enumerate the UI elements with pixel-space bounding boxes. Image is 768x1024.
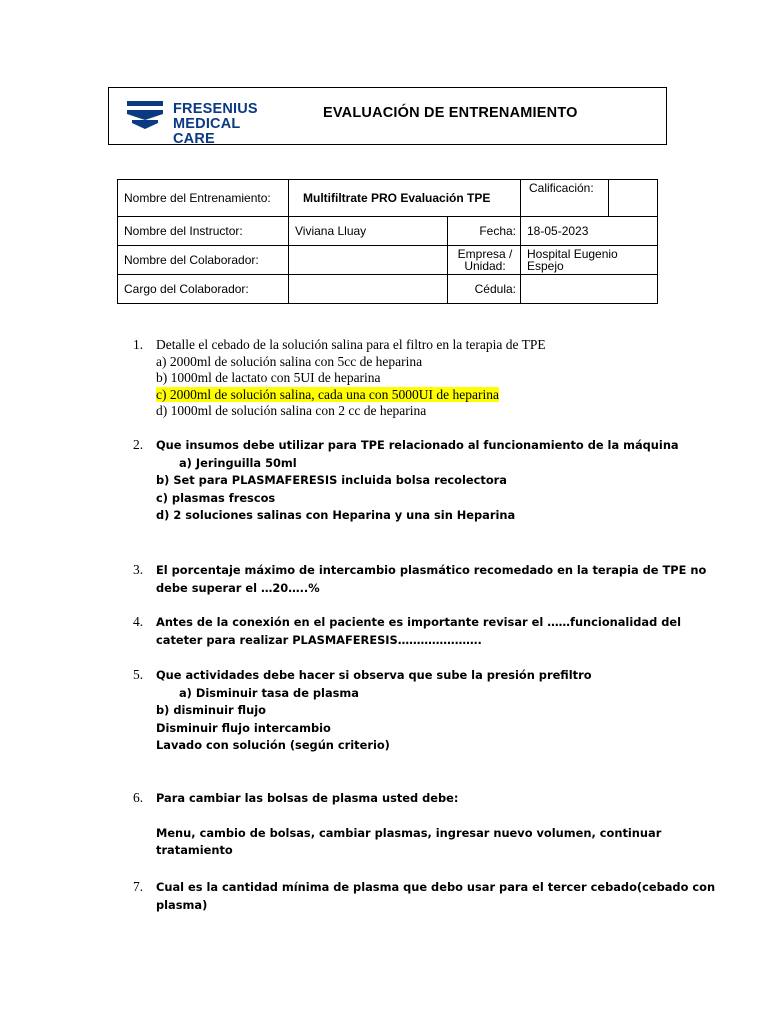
question-number: 4. — [133, 614, 144, 629]
option-c: c) plasmas frescos — [156, 490, 276, 505]
option-a: a) 2000ml de solución salina con 5cc de heparina — [156, 353, 423, 369]
date-value: 18-05-2023 — [521, 217, 658, 246]
option-a: a) Jeringuilla 50ml — [179, 455, 297, 470]
option-d: d) 1000ml de solución salina con 2 cc de heparina — [156, 403, 427, 418]
question-text: Detalle el cebado de la solución salina para el filtro en la terapia de TPE — [156, 337, 546, 352]
document-header — [108, 87, 667, 145]
grade-label: Calificación: — [521, 180, 609, 217]
question-text-line-2: plasma) — [156, 897, 208, 912]
option-c: Disminuir flujo intercambio — [156, 720, 331, 735]
company-label-line-1: Empresa / — [457, 247, 513, 261]
question-5 — [133, 666, 592, 755]
company-value-line-1: Hospital Eugenio — [527, 247, 618, 261]
training-label: Nombre del Entrenamiento: — [118, 180, 289, 217]
instructor-value: Viviana Lluay — [289, 217, 448, 246]
collaborator-label: Nombre del Colaborador: — [118, 246, 289, 275]
question-text-line-2: cateter para realizar PLASMAFERESIS…………………. — [156, 632, 482, 647]
question-number: 5. — [133, 667, 144, 682]
question-6 — [133, 789, 661, 860]
grade-value — [609, 180, 658, 217]
position-value — [289, 275, 448, 304]
option-d: Lavado con solución (según criterio) — [156, 738, 390, 752]
option-b: b) disminuir flujo — [156, 703, 266, 717]
logo-line-2: MEDICAL CARE — [173, 116, 241, 147]
info-table — [117, 179, 658, 304]
question-text-line-1: Cual es la cantidad mínima de plasma que debo usar para el tercer cebado(cebado con — [156, 880, 716, 894]
id-value — [521, 275, 658, 304]
question-1 — [133, 337, 546, 420]
instructor-label: Nombre del Instructor: — [118, 217, 289, 246]
question-text-line-1: Antes de la conexión en el paciente es importante revisar el ……funcionalidad del — [156, 615, 681, 629]
fresenius-logo — [125, 98, 285, 147]
company-label — [448, 246, 521, 275]
company-label-line-2: Unidad: — [464, 259, 506, 273]
option-c-highlighted: c) 2000ml de solución salina, cada una con 5000UI de heparina — [156, 386, 500, 402]
question-text-line-1: El porcentaje máximo de intercambio plasmático recomedado en la terapia de TPE no — [156, 563, 707, 577]
training-value: Multifiltrate PRO Evaluación TPE — [289, 180, 521, 217]
option-d: d) 2 soluciones salinas con Heparina y una sin Heparina — [156, 508, 516, 522]
option-b: b) Set para PLASMAFERESIS incluida bolsa recolectora — [156, 473, 507, 487]
id-label: Cédula: — [448, 275, 521, 304]
company-value — [521, 246, 658, 275]
question-number: 3. — [133, 562, 144, 577]
question-text: Para cambiar las bolsas de plasma usted debe: — [156, 791, 459, 805]
collaborator-value — [289, 246, 448, 275]
question-number: 7. — [133, 879, 144, 894]
fresenius-chevron-icon — [125, 100, 165, 132]
position-label: Cargo del Colaborador: — [118, 275, 289, 304]
question-2 — [133, 436, 679, 525]
question-3 — [133, 561, 706, 597]
answer-line-2: tratamiento — [156, 843, 233, 857]
question-7 — [133, 878, 715, 914]
question-text-line-2: debe superar el …20…..% — [156, 580, 320, 595]
question-number: 2. — [133, 437, 144, 452]
logo-line-1: FRESENIUS — [173, 101, 258, 117]
document-title: EVALUACIÓN DE ENTRENAMIENTO — [323, 105, 578, 121]
answer-line-1: Menu, cambio de bolsas, cambiar plasmas, ingresar nuevo volumen, continuar — [156, 825, 662, 840]
option-a: a) Disminuir tasa de plasma — [179, 685, 359, 700]
question-4 — [133, 613, 681, 649]
company-value-line-2: Espejo — [527, 259, 564, 273]
question-text: Que insumos debe utilizar para TPE relacionado al funcionamiento de la máquina — [156, 438, 679, 452]
question-text: Que actividades debe hacer si observa que sube la presión prefiltro — [156, 668, 592, 682]
option-b: b) 1000ml de lactato con 5UI de heparina — [156, 370, 381, 385]
question-number: 6. — [133, 790, 144, 805]
question-number: 1. — [133, 337, 144, 352]
date-label: Fecha: — [448, 217, 521, 246]
